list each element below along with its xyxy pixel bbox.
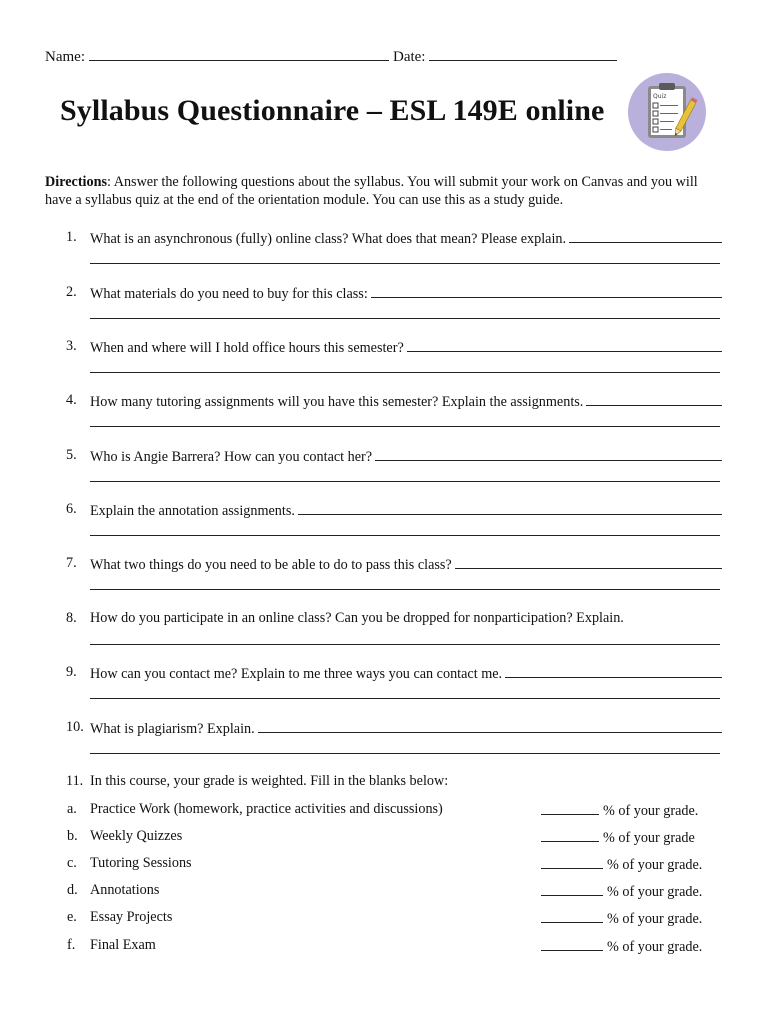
question-number: 4. bbox=[66, 392, 77, 408]
question-text: How do you participate in an online class? Can you be dropped for nonparticipation? Explain. bbox=[90, 610, 624, 626]
question-text: How can you contact me? Explain to me three ways you can contact me. bbox=[90, 666, 503, 682]
grade-item-label: Practice Work (homework, practice activities and discussions) bbox=[90, 801, 443, 817]
percent-blank[interactable] bbox=[541, 937, 603, 951]
answer-blank[interactable] bbox=[375, 447, 722, 461]
grade-item-letter: a. bbox=[67, 801, 77, 817]
badge-text: Quiz bbox=[653, 93, 667, 100]
question-number: 5. bbox=[66, 447, 77, 463]
answer-line[interactable] bbox=[90, 535, 720, 536]
percent-suffix: % of your grade bbox=[603, 830, 695, 846]
answer-line[interactable] bbox=[90, 481, 720, 482]
question-text: In this course, your grade is weighted. Fill in the blanks below: bbox=[90, 773, 449, 789]
percent-suffix: % of your grade. bbox=[607, 884, 703, 900]
question-text: What is plagiarism? Explain. bbox=[90, 721, 255, 737]
answer-line[interactable] bbox=[90, 318, 720, 319]
answer-blank[interactable] bbox=[505, 664, 722, 678]
answer-line[interactable] bbox=[90, 698, 720, 699]
answer-blank[interactable] bbox=[586, 392, 722, 406]
question-number: 2. bbox=[66, 284, 77, 300]
name-label: Name: bbox=[45, 49, 85, 65]
question-number: 9. bbox=[66, 664, 77, 680]
percent-blank[interactable] bbox=[541, 909, 603, 923]
question-number: 3. bbox=[66, 338, 77, 354]
question-text: What is an asynchronous (fully) online class? What does that mean? Please explain. bbox=[90, 231, 567, 247]
grade-item-label: Tutoring Sessions bbox=[90, 855, 192, 871]
grade-item-letter: f. bbox=[67, 937, 76, 953]
name-blank[interactable] bbox=[89, 46, 389, 61]
answer-blank[interactable] bbox=[455, 555, 722, 569]
percent-suffix: % of your grade. bbox=[607, 857, 703, 873]
question-number: 10. bbox=[66, 719, 84, 735]
quiz-badge bbox=[628, 73, 706, 151]
percent-blank[interactable] bbox=[541, 801, 599, 815]
percent-suffix: % of your grade. bbox=[607, 911, 703, 927]
question-number: 8. bbox=[66, 610, 77, 626]
answer-line[interactable] bbox=[90, 426, 720, 427]
clipboard-icon bbox=[628, 73, 706, 151]
answer-blank[interactable] bbox=[298, 501, 722, 515]
question-number: 11. bbox=[66, 773, 84, 789]
page-title: Syllabus Questionnaire – ESL 149E online bbox=[60, 94, 605, 127]
question-text: What materials do you need to buy for this class: bbox=[90, 286, 368, 302]
directions-label: Directions bbox=[45, 174, 107, 190]
percent-blank[interactable] bbox=[541, 855, 603, 869]
answer-line[interactable] bbox=[90, 372, 720, 373]
question-text: Who is Angie Barrera? How can you contact her? bbox=[90, 449, 373, 465]
grade-item-letter: c. bbox=[67, 855, 77, 871]
name-date-row bbox=[45, 46, 617, 66]
grade-item-label: Weekly Quizzes bbox=[90, 828, 183, 844]
grade-item-label: Final Exam bbox=[90, 937, 156, 953]
grade-item-letter: b. bbox=[67, 828, 78, 844]
answer-blank[interactable] bbox=[371, 284, 722, 298]
answer-blank[interactable] bbox=[569, 229, 722, 243]
question-number: 7. bbox=[66, 555, 77, 571]
question-number: 6. bbox=[66, 501, 77, 517]
grade-item-label: Essay Projects bbox=[90, 909, 173, 925]
answer-line[interactable] bbox=[90, 644, 720, 645]
percent-suffix: % of your grade. bbox=[607, 939, 703, 955]
question-text: Explain the annotation assignments. bbox=[90, 503, 295, 519]
grade-item-letter: e. bbox=[67, 909, 77, 925]
percent-blank[interactable] bbox=[541, 828, 599, 842]
directions bbox=[45, 174, 725, 209]
percent-suffix: % of your grade. bbox=[603, 803, 699, 819]
directions-text: : Answer the following questions about the syllabus. You will submit your work on Canvas and you will have a syllabus quiz at the end of the orientation module. You can use this as a study guide. bbox=[45, 174, 698, 208]
date-blank[interactable] bbox=[429, 46, 617, 61]
grade-item-label: Annotations bbox=[90, 882, 160, 898]
question-text: When and where will I hold office hours this semester? bbox=[90, 340, 404, 356]
question-text: What two things do you need to be able to do to pass this class? bbox=[90, 557, 452, 573]
answer-line[interactable] bbox=[90, 753, 720, 754]
answer-line[interactable] bbox=[90, 263, 720, 264]
answer-line[interactable] bbox=[90, 589, 720, 590]
question-text: How many tutoring assignments will you have this semester? Explain the assignments. bbox=[90, 394, 584, 410]
answer-blank[interactable] bbox=[407, 338, 722, 352]
question-number: 1. bbox=[66, 229, 77, 245]
percent-blank[interactable] bbox=[541, 882, 603, 896]
answer-blank[interactable] bbox=[258, 719, 722, 733]
date-label: Date: bbox=[392, 49, 426, 65]
grade-item-letter: d. bbox=[67, 882, 78, 898]
